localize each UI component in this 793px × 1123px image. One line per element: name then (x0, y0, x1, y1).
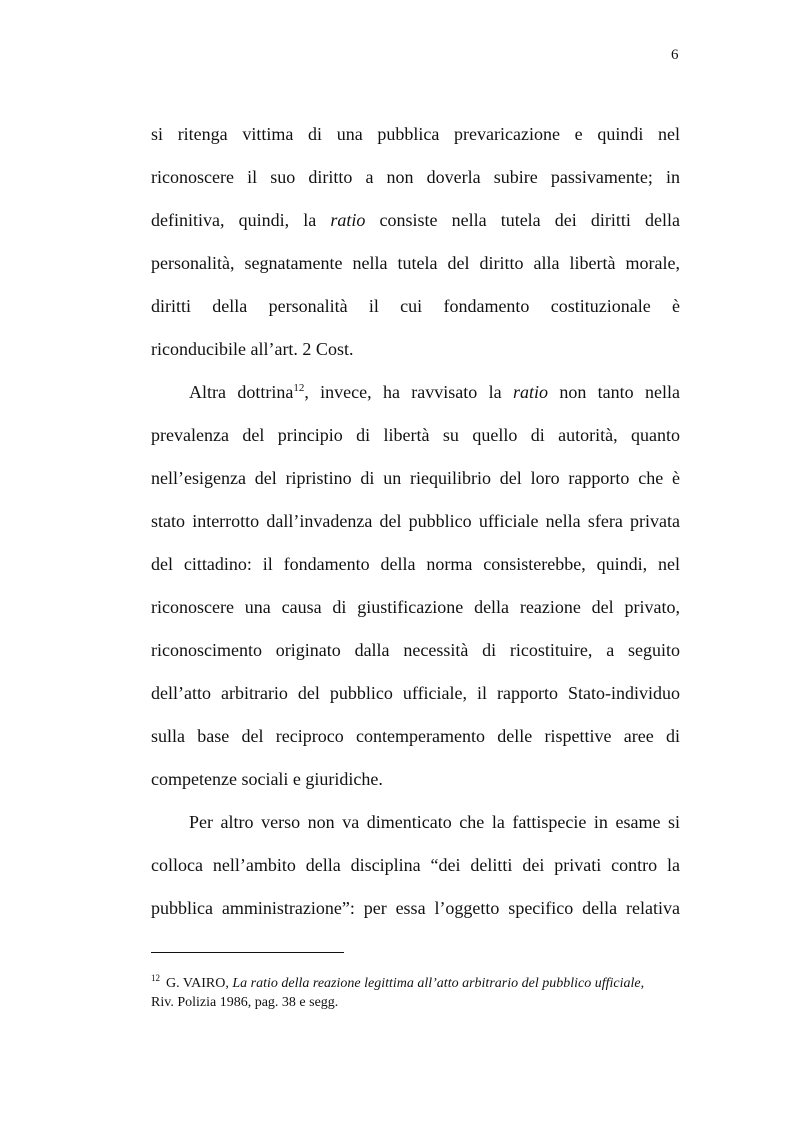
text-segment: stato interrotto dall’invadenza del pubblico ufficiale nella sfera privata (151, 511, 680, 531)
page-number: 6 (671, 47, 679, 63)
text-segment: , invece, ha ravvisato la (304, 382, 513, 402)
text-segment: diritti della personalità il cui fondamento costituzionale è (151, 296, 680, 316)
text-segment: consiste nella tutela dei diritti della (365, 210, 681, 230)
footnote-title: La ratio della reazione legittima all’atto arbitrario del pubblico ufficiale, (232, 976, 645, 991)
text-segment: riconducibile all’art. 2 Cost. (151, 339, 354, 359)
text-segment: definitiva, quindi, la (151, 210, 331, 230)
text-line (151, 199, 680, 242)
text-line (151, 844, 680, 887)
text-segment: riconoscimento originato dalla necessità di ricostituire, a seguito (151, 640, 680, 660)
text-line (151, 285, 680, 328)
footnote-text: G. VAIRO, (166, 976, 233, 991)
footnote-separator (151, 952, 344, 953)
text-line (151, 156, 680, 199)
text-line (151, 113, 680, 156)
footnote (151, 974, 680, 1012)
text-line (151, 457, 680, 500)
text-line (151, 328, 680, 371)
footnote-line (151, 993, 680, 1012)
text-segment: non tanto nella (547, 382, 680, 402)
text-line (151, 801, 680, 844)
text-line (151, 629, 680, 672)
text-segment: dell’atto arbitrario del pubblico ufficiale, il rapporto Stato-individuo (151, 683, 680, 703)
text-line (151, 371, 680, 414)
text-line (151, 887, 680, 930)
text-line (151, 715, 680, 758)
italic-term: ratio (330, 210, 366, 230)
text-segment: competenze sociali e giuridiche. (151, 769, 383, 789)
text-line (151, 586, 680, 629)
text-segment: nell’esigenza del ripristino di un riequilibrio del loro rapporto che è (151, 468, 680, 488)
text-line (151, 414, 680, 457)
text-line (151, 500, 680, 543)
text-line (151, 672, 680, 715)
footnote-marker: 12 (151, 973, 160, 984)
footnote-line (151, 974, 680, 993)
text-segment: personalità, segnatamente nella tutela del diritto alla libertà morale, (151, 253, 680, 273)
text-segment: riconoscere il suo diritto a non doverla subire passivamente; in (151, 167, 680, 187)
text-segment: colloca nell’ambito della disciplina “dei delitti dei privati contro la (151, 855, 680, 875)
text-line (151, 758, 680, 801)
footnote-text: Riv. Polizia 1986, pag. 38 e segg. (151, 995, 339, 1010)
italic-term: ratio (512, 382, 548, 402)
body-text (151, 113, 680, 930)
text-segment: sulla base del reciproco contemperamento delle rispettive aree di (151, 726, 680, 746)
text-segment: prevalenza del principio di libertà su quello di autorità, quanto (151, 425, 680, 445)
text-segment: riconoscere una causa di giustificazione della reazione del privato, (151, 597, 680, 617)
text-segment: si ritenga vittima di una pubblica prevaricazione e quindi nel (151, 124, 680, 144)
text-segment: del cittadino: il fondamento della norma consisterebbe, quindi, nel (151, 554, 680, 574)
text-segment: Altra dottrina (189, 382, 294, 402)
footnote-reference: 12 (293, 382, 305, 394)
text-line (151, 242, 680, 285)
text-line (151, 543, 680, 586)
text-segment: Per altro verso non va dimenticato che la fattispecie in esame si (189, 812, 680, 832)
text-segment: pubblica amministrazione”: per essa l’oggetto specifico della relativa (151, 898, 680, 918)
